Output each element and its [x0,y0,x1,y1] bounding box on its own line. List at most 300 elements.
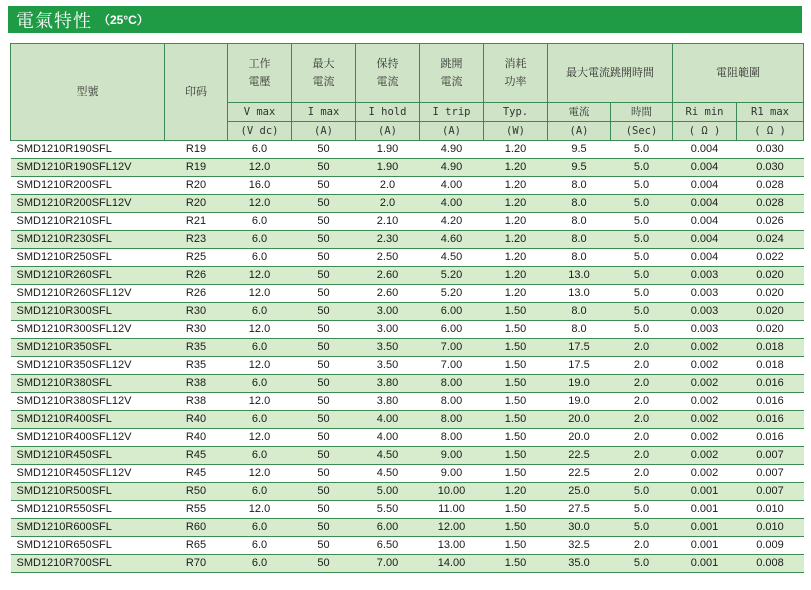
cell-model: SMD1210R350SFL [11,339,165,357]
cell-ihold: 1.90 [356,141,420,159]
cell-model: SMD1210R450SFL [11,447,165,465]
cell-marking: R26 [165,267,228,285]
cell-rimin: 0.002 [673,447,737,465]
cell-vmax: 6.0 [228,483,292,501]
header-trip-time: 時間 [611,103,673,122]
cell-ihold: 5.00 [356,483,420,501]
cell-r1max: 0.020 [737,285,804,303]
cell-imax: 50 [292,285,356,303]
electrical-characteristics-table [10,43,804,573]
cell-vmax: 12.0 [228,465,292,483]
cell-trip-time: 5.0 [611,285,673,303]
cell-ihold: 4.50 [356,447,420,465]
cell-power: 1.50 [484,303,548,321]
table-row [11,411,804,429]
unit-imax: (A) [292,122,356,141]
cell-marking: R45 [165,447,228,465]
cell-marking: R20 [165,177,228,195]
cell-power: 1.20 [484,195,548,213]
cell-power: 1.20 [484,231,548,249]
cell-r1max: 0.026 [737,213,804,231]
cell-rimin: 0.002 [673,411,737,429]
cell-itrip: 4.90 [420,141,484,159]
cell-trip-current: 35.0 [548,555,611,573]
cell-itrip: 8.00 [420,411,484,429]
cell-trip-current: 32.5 [548,537,611,555]
cell-ihold: 3.50 [356,339,420,357]
table-row [11,213,804,231]
cell-model: SMD1210R380SFL12V [11,393,165,411]
table-row [11,339,804,357]
table-row [11,447,804,465]
cell-rimin: 0.002 [673,357,737,375]
cell-power: 1.20 [484,483,548,501]
cell-model: SMD1210R200SFL12V [11,195,165,213]
cell-trip-current: 8.0 [548,213,611,231]
header-imax: 最大 電流 [292,44,356,103]
cell-itrip: 7.00 [420,357,484,375]
table-row [11,537,804,555]
cell-trip-time: 5.0 [611,501,673,519]
cell-marking: R19 [165,141,228,159]
cell-power: 1.50 [484,465,548,483]
cell-model: SMD1210R210SFL [11,213,165,231]
cell-vmax: 16.0 [228,177,292,195]
cell-trip-current: 8.0 [548,231,611,249]
cell-trip-time: 5.0 [611,213,673,231]
cell-imax: 50 [292,159,356,177]
cell-rimin: 0.004 [673,159,737,177]
cell-ihold: 7.00 [356,555,420,573]
cell-trip-time: 5.0 [611,159,673,177]
cell-model: SMD1210R300SFL [11,303,165,321]
cell-power: 1.20 [484,141,548,159]
header-trip-current: 電流 [548,103,611,122]
cell-imax: 50 [292,231,356,249]
cell-marking: R60 [165,519,228,537]
table-row [11,141,804,159]
cell-r1max: 0.010 [737,519,804,537]
cell-power: 1.50 [484,357,548,375]
cell-r1max: 0.020 [737,303,804,321]
unit-rimin: ( Ω ) [673,122,737,141]
cell-imax: 50 [292,141,356,159]
cell-vmax: 12.0 [228,159,292,177]
cell-trip-current: 8.0 [548,195,611,213]
cell-itrip: 4.00 [420,177,484,195]
cell-power: 1.50 [484,321,548,339]
cell-power: 1.20 [484,267,548,285]
cell-marking: R30 [165,321,228,339]
cell-ihold: 3.00 [356,303,420,321]
cell-rimin: 0.002 [673,339,737,357]
cell-r1max: 0.028 [737,177,804,195]
cell-marking: R20 [165,195,228,213]
cell-trip-time: 2.0 [611,339,673,357]
cell-power: 1.20 [484,213,548,231]
cell-imax: 50 [292,177,356,195]
cell-vmax: 6.0 [228,141,292,159]
cell-vmax: 12.0 [228,321,292,339]
cell-itrip: 12.00 [420,519,484,537]
cell-marking: R55 [165,501,228,519]
table-row [11,429,804,447]
cell-marking: R25 [165,249,228,267]
cell-trip-time: 5.0 [611,321,673,339]
cell-trip-time: 5.0 [611,249,673,267]
cell-r1max: 0.030 [737,141,804,159]
cell-rimin: 0.003 [673,303,737,321]
cell-trip-time: 5.0 [611,519,673,537]
header-marking: 印码 [165,44,228,141]
cell-imax: 50 [292,393,356,411]
cell-ihold: 2.10 [356,213,420,231]
table-row [11,483,804,501]
cell-vmax: 6.0 [228,303,292,321]
cell-rimin: 0.002 [673,393,737,411]
cell-r1max: 0.007 [737,447,804,465]
section-title: 電氣特性 [16,10,92,32]
cell-power: 1.50 [484,447,548,465]
table-row [11,555,804,573]
cell-model: SMD1210R600SFL [11,519,165,537]
cell-vmax: 12.0 [228,393,292,411]
cell-trip-time: 2.0 [611,537,673,555]
cell-ihold: 3.50 [356,357,420,375]
cell-trip-current: 22.5 [548,447,611,465]
cell-vmax: 6.0 [228,555,292,573]
cell-itrip: 5.20 [420,267,484,285]
cell-r1max: 0.007 [737,465,804,483]
cell-itrip: 4.00 [420,195,484,213]
cell-vmax: 12.0 [228,267,292,285]
cell-itrip: 8.00 [420,429,484,447]
unit-r1max: ( Ω ) [737,122,804,141]
cell-trip-time: 5.0 [611,195,673,213]
table-row [11,501,804,519]
cell-marking: R23 [165,231,228,249]
cell-imax: 50 [292,555,356,573]
header-model: 型號 [11,44,165,141]
header-resistance-group: 電阻範圍 [673,44,804,103]
cell-trip-time: 2.0 [611,465,673,483]
table-row [11,303,804,321]
cell-imax: 50 [292,447,356,465]
cell-imax: 50 [292,537,356,555]
cell-model: SMD1210R260SFL [11,267,165,285]
cell-vmax: 6.0 [228,249,292,267]
cell-rimin: 0.002 [673,465,737,483]
cell-marking: R50 [165,483,228,501]
cell-vmax: 6.0 [228,213,292,231]
header-imax-symbol: I max [292,103,356,122]
table-row [11,465,804,483]
cell-trip-current: 17.5 [548,357,611,375]
cell-model: SMD1210R500SFL [11,483,165,501]
cell-power: 1.50 [484,519,548,537]
cell-trip-time: 5.0 [611,177,673,195]
cell-trip-current: 8.0 [548,177,611,195]
cell-vmax: 6.0 [228,519,292,537]
cell-trip-current: 19.0 [548,375,611,393]
cell-trip-current: 25.0 [548,483,611,501]
cell-power: 1.50 [484,393,548,411]
cell-r1max: 0.016 [737,393,804,411]
cell-marking: R40 [165,429,228,447]
cell-r1max: 0.016 [737,375,804,393]
cell-itrip: 9.00 [420,465,484,483]
cell-vmax: 6.0 [228,375,292,393]
cell-model: SMD1210R400SFL12V [11,429,165,447]
cell-itrip: 11.00 [420,501,484,519]
cell-trip-current: 30.0 [548,519,611,537]
cell-ihold: 3.80 [356,393,420,411]
cell-rimin: 0.001 [673,483,737,501]
cell-rimin: 0.001 [673,519,737,537]
table-row [11,285,804,303]
cell-power: 1.20 [484,177,548,195]
header-ihold-symbol: I hold [356,103,420,122]
cell-trip-current: 27.5 [548,501,611,519]
cell-itrip: 10.00 [420,483,484,501]
cell-rimin: 0.004 [673,177,737,195]
cell-imax: 50 [292,357,356,375]
cell-itrip: 7.00 [420,339,484,357]
cell-trip-time: 5.0 [611,483,673,501]
cell-imax: 50 [292,429,356,447]
cell-power: 1.50 [484,501,548,519]
cell-ihold: 3.80 [356,375,420,393]
cell-vmax: 6.0 [228,447,292,465]
cell-ihold: 6.00 [356,519,420,537]
cell-imax: 50 [292,195,356,213]
cell-itrip: 9.00 [420,447,484,465]
table-row [11,159,804,177]
table-row [11,375,804,393]
cell-imax: 50 [292,339,356,357]
cell-r1max: 0.009 [737,537,804,555]
header-ihold: 保持 電流 [356,44,420,103]
cell-itrip: 8.00 [420,375,484,393]
cell-rimin: 0.001 [673,501,737,519]
cell-trip-current: 20.0 [548,411,611,429]
cell-vmax: 12.0 [228,501,292,519]
cell-vmax: 12.0 [228,195,292,213]
cell-trip-time: 5.0 [611,231,673,249]
header-trip-time-group: 最大電流跳開時間 [548,44,673,103]
cell-itrip: 4.60 [420,231,484,249]
cell-r1max: 0.007 [737,483,804,501]
cell-imax: 50 [292,303,356,321]
cell-model: SMD1210R260SFL12V [11,285,165,303]
cell-model: SMD1210R700SFL [11,555,165,573]
section-title-bar [8,6,802,33]
cell-imax: 50 [292,465,356,483]
cell-model: SMD1210R230SFL [11,231,165,249]
cell-itrip: 6.00 [420,303,484,321]
cell-trip-time: 5.0 [611,555,673,573]
cell-ihold: 2.50 [356,249,420,267]
cell-itrip: 6.00 [420,321,484,339]
cell-model: SMD1210R650SFL [11,537,165,555]
cell-imax: 50 [292,375,356,393]
unit-power: (W) [484,122,548,141]
cell-marking: R35 [165,339,228,357]
cell-itrip: 8.00 [420,393,484,411]
cell-imax: 50 [292,483,356,501]
cell-imax: 50 [292,213,356,231]
cell-marking: R21 [165,213,228,231]
cell-r1max: 0.018 [737,357,804,375]
cell-r1max: 0.020 [737,321,804,339]
cell-power: 1.50 [484,429,548,447]
cell-trip-current: 9.5 [548,159,611,177]
cell-trip-current: 13.0 [548,285,611,303]
cell-vmax: 6.0 [228,339,292,357]
cell-marking: R35 [165,357,228,375]
cell-model: SMD1210R190SFL12V [11,159,165,177]
cell-model: SMD1210R380SFL [11,375,165,393]
cell-model: SMD1210R200SFL [11,177,165,195]
table-row [11,321,804,339]
cell-ihold: 2.30 [356,231,420,249]
cell-ihold: 6.50 [356,537,420,555]
cell-rimin: 0.004 [673,213,737,231]
cell-r1max: 0.016 [737,429,804,447]
table-row [11,393,804,411]
cell-imax: 50 [292,249,356,267]
cell-imax: 50 [292,321,356,339]
unit-itrip: (A) [420,122,484,141]
cell-ihold: 2.0 [356,177,420,195]
temperature-note: （25°C） [98,13,149,27]
cell-marking: R30 [165,303,228,321]
cell-ihold: 4.00 [356,429,420,447]
cell-model: SMD1210R250SFL [11,249,165,267]
cell-trip-time: 2.0 [611,429,673,447]
cell-trip-time: 5.0 [611,267,673,285]
cell-imax: 50 [292,267,356,285]
header-itrip-symbol: I trip [420,103,484,122]
cell-r1max: 0.030 [737,159,804,177]
cell-model: SMD1210R300SFL12V [11,321,165,339]
cell-ihold: 5.50 [356,501,420,519]
header-vmax-symbol: V max [228,103,292,122]
cell-imax: 50 [292,411,356,429]
cell-trip-time: 2.0 [611,357,673,375]
cell-r1max: 0.020 [737,267,804,285]
cell-ihold: 2.60 [356,267,420,285]
cell-r1max: 0.028 [737,195,804,213]
cell-vmax: 12.0 [228,429,292,447]
cell-trip-current: 9.5 [548,141,611,159]
cell-trip-current: 20.0 [548,429,611,447]
cell-marking: R45 [165,465,228,483]
cell-r1max: 0.022 [737,249,804,267]
cell-ihold: 2.0 [356,195,420,213]
cell-rimin: 0.002 [673,429,737,447]
cell-model: SMD1210R350SFL12V [11,357,165,375]
cell-itrip: 14.00 [420,555,484,573]
cell-r1max: 0.018 [737,339,804,357]
cell-trip-time: 5.0 [611,141,673,159]
cell-imax: 50 [292,501,356,519]
header-rimin: Ri min [673,103,737,122]
cell-imax: 50 [292,519,356,537]
cell-vmax: 6.0 [228,231,292,249]
cell-vmax: 12.0 [228,357,292,375]
cell-trip-current: 19.0 [548,393,611,411]
cell-marking: R65 [165,537,228,555]
header-itrip: 跳開 電流 [420,44,484,103]
cell-rimin: 0.001 [673,555,737,573]
cell-rimin: 0.003 [673,285,737,303]
cell-marking: R19 [165,159,228,177]
table-row [11,231,804,249]
cell-rimin: 0.003 [673,267,737,285]
header-power: 消耗 功率 [484,44,548,103]
cell-rimin: 0.001 [673,537,737,555]
cell-power: 1.50 [484,537,548,555]
cell-power: 1.20 [484,249,548,267]
cell-trip-current: 8.0 [548,303,611,321]
cell-rimin: 0.004 [673,141,737,159]
cell-marking: R70 [165,555,228,573]
cell-itrip: 4.20 [420,213,484,231]
cell-itrip: 13.00 [420,537,484,555]
cell-marking: R40 [165,411,228,429]
cell-r1max: 0.024 [737,231,804,249]
cell-marking: R38 [165,375,228,393]
cell-model: SMD1210R190SFL [11,141,165,159]
cell-power: 1.20 [484,285,548,303]
table-row [11,519,804,537]
cell-itrip: 4.50 [420,249,484,267]
cell-power: 1.50 [484,339,548,357]
table-row [11,195,804,213]
cell-power: 1.50 [484,375,548,393]
cell-vmax: 12.0 [228,285,292,303]
cell-trip-time: 2.0 [611,411,673,429]
unit-trip-time: (Sec) [611,122,673,141]
cell-model: SMD1210R550SFL [11,501,165,519]
table-row [11,357,804,375]
cell-power: 1.20 [484,159,548,177]
cell-marking: R38 [165,393,228,411]
unit-vmax: (V dc) [228,122,292,141]
cell-trip-time: 2.0 [611,447,673,465]
table-body [11,141,804,573]
cell-trip-time: 5.0 [611,303,673,321]
cell-trip-time: 2.0 [611,393,673,411]
cell-trip-current: 8.0 [548,321,611,339]
cell-rimin: 0.003 [673,321,737,339]
cell-trip-current: 13.0 [548,267,611,285]
header-vmax: 工作 電壓 [228,44,292,103]
cell-trip-current: 8.0 [548,249,611,267]
cell-trip-current: 22.5 [548,465,611,483]
cell-r1max: 0.016 [737,411,804,429]
cell-ihold: 4.50 [356,465,420,483]
cell-ihold: 1.90 [356,159,420,177]
cell-model: SMD1210R450SFL12V [11,465,165,483]
cell-ihold: 4.00 [356,411,420,429]
cell-ihold: 2.60 [356,285,420,303]
cell-power: 1.50 [484,555,548,573]
cell-r1max: 0.010 [737,501,804,519]
header-r1max: R1 max [737,103,804,122]
cell-rimin: 0.004 [673,231,737,249]
